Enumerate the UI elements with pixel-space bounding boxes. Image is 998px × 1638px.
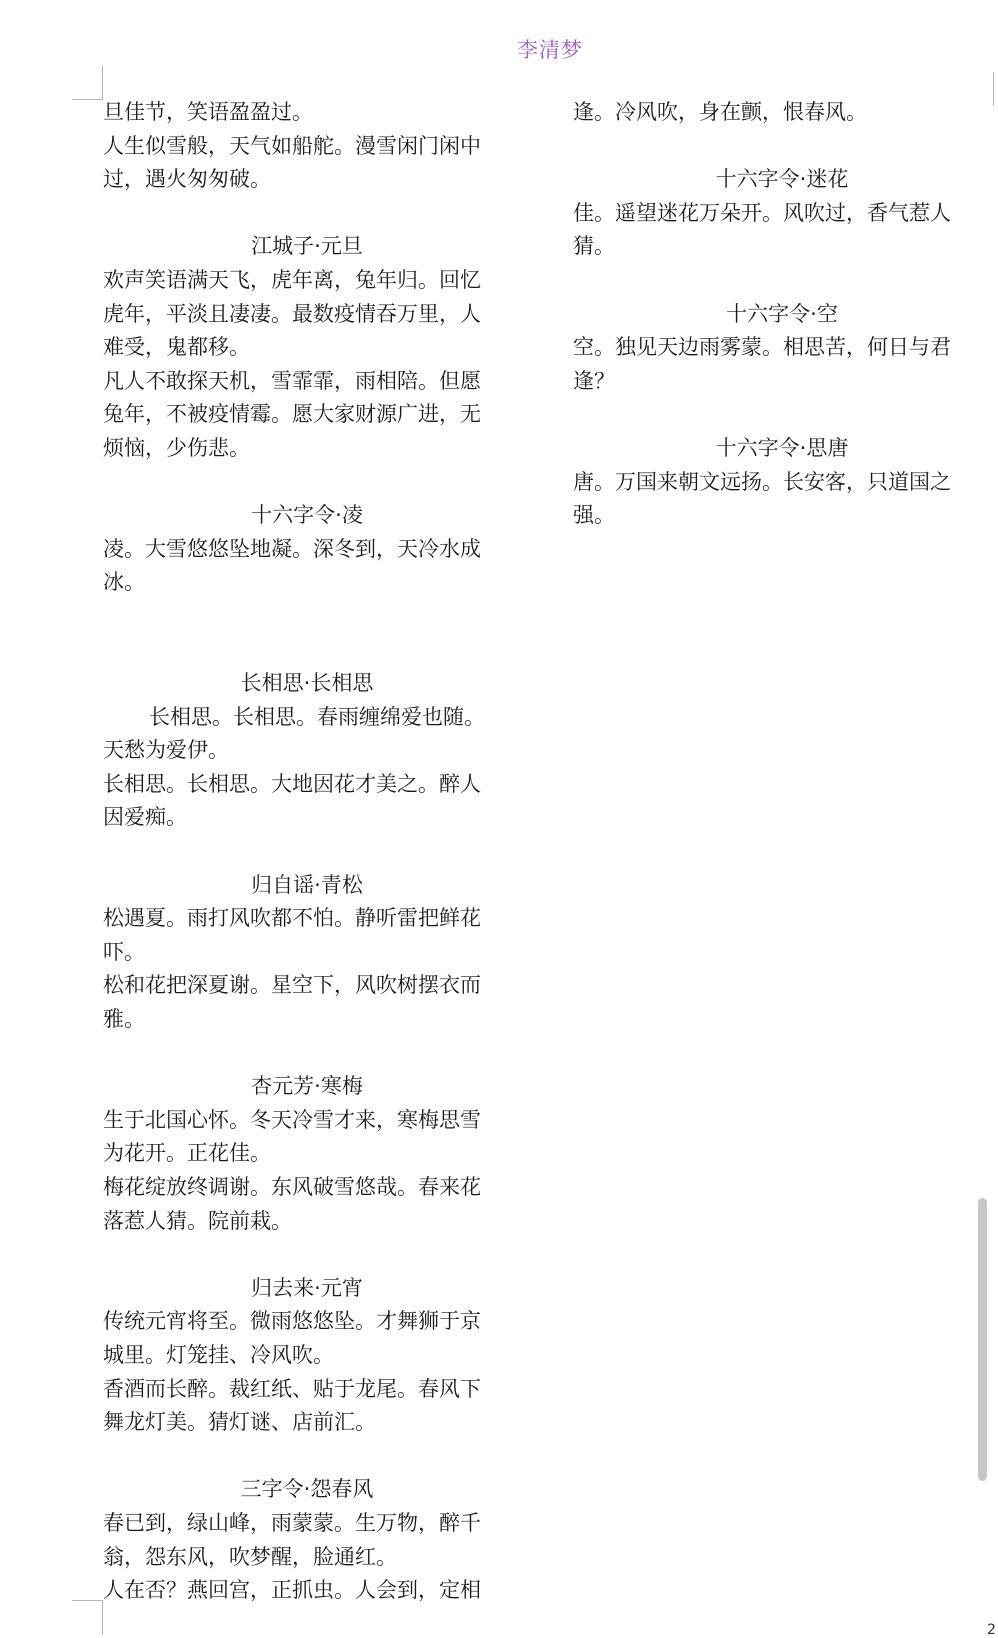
blank-line <box>573 264 991 298</box>
blank-line <box>103 835 511 869</box>
poem-line: 逢？ <box>573 368 615 393</box>
poem-line: 松遇夏。雨打风吹都不怕。静听雷把鲜花 <box>103 906 481 931</box>
poem-line: 人在否？燕回宫，正抓虫。人会到，定相 <box>103 1578 481 1603</box>
poem-line: 唐。万国来朝文远扬。长安客，只道国之 <box>573 469 951 494</box>
left-text-column <box>103 96 511 1608</box>
document-author-header: 李清梦 <box>517 38 583 62</box>
poem-line: 香酒而长醉。裁红纸、贴于龙尾。春风下 <box>103 1376 481 1401</box>
poem-line: 猜。 <box>573 234 615 259</box>
poem-line: 人生似雪般，天气如船舵。漫雪闲门闲中 <box>103 133 481 158</box>
blank-line <box>103 600 511 634</box>
poem-line: 兔年，不被疫情霉。愿大家财源广进，无 <box>103 402 481 427</box>
crop-mark-right-vertical <box>993 72 994 106</box>
poem-line: 虎年，平淡且凄凄。最数疫情吞万里，人 <box>103 301 481 326</box>
poem-title: 归自谣·青松 <box>251 872 363 897</box>
blank-line <box>103 1238 511 1272</box>
blank-line <box>103 1440 511 1474</box>
crop-mark-bottom-horizontal <box>72 1600 103 1601</box>
crop-mark-top-horizontal <box>72 99 103 100</box>
poem-line: 逢。冷风吹，身在颤，恨春风。 <box>573 100 867 124</box>
blank-line <box>103 634 511 668</box>
poem-title: 江城子·元旦 <box>251 234 363 259</box>
blank-line <box>573 398 991 432</box>
blank-line <box>103 197 511 231</box>
poem-title: 十六字令·迷花 <box>715 167 849 192</box>
poem-line: 落惹人猜。院前栽。 <box>103 1208 292 1233</box>
poem-line: 生于北国心怀。冬天冷雪才来，寒梅思雪 <box>103 1107 481 1132</box>
poem-title: 十六字令·思唐 <box>715 435 849 460</box>
poem-title: 十六字令·空 <box>726 301 838 326</box>
poem-line: 欢声笑语满天飞，虎年离，兔年归。回忆 <box>103 267 481 292</box>
poem-line: 春已到，绿山峰，雨蒙蒙。生万物，醉千 <box>103 1510 481 1535</box>
crop-mark-top-vertical <box>102 66 103 100</box>
poem-line: 松和花把深夏谢。星空下，风吹树摆衣而 <box>103 973 481 998</box>
poem-line: 传统元宵将至。微雨悠悠坠。才舞狮于京 <box>103 1309 481 1334</box>
right-text-column <box>573 96 991 533</box>
poem-title: 长相思·长相思 <box>240 671 374 696</box>
poem-line: 为花开。正花佳。 <box>103 1141 271 1166</box>
poem-title: 杏元芳·寒梅 <box>251 1074 363 1099</box>
poem-line: 强。 <box>573 503 615 528</box>
poem-line: 长相思。长相思。春雨缠绵爱也随。 <box>149 704 485 729</box>
poem-line: 梅花绽放终调谢。东风破雪悠哉。春来花 <box>103 1175 481 1199</box>
poem-line: 雅。 <box>103 1007 145 1032</box>
poem-line: 翁，怨东风，吹梦醒，脸通红。 <box>103 1544 397 1569</box>
poem-line: 天愁为爱伊。 <box>103 738 229 763</box>
poem-line: 烦恼，少伤悲。 <box>103 435 250 460</box>
poem-line: 冰。 <box>103 570 145 595</box>
blank-line <box>103 1037 511 1071</box>
poem-title: 归去来·元宵 <box>251 1275 363 1300</box>
poem-line: 吓。 <box>103 939 145 964</box>
page-number: 2 <box>987 1622 996 1638</box>
poem-line: 城里。灯笼挂、冷风吹。 <box>103 1342 334 1367</box>
poem-line: 旦佳节，笑语盈盈过。 <box>103 100 313 124</box>
poem-line: 长相思。长相思。大地因花才美之。醉人 <box>103 771 481 796</box>
blank-line <box>103 466 511 500</box>
poem-line: 难受，鬼都移。 <box>103 335 250 360</box>
poem-line: 因爱痴。 <box>103 805 187 830</box>
poem-line: 空。独见天边雨雾蒙。相思苦，何日与君 <box>573 335 951 360</box>
poem-title: 十六字令·凌 <box>251 503 363 528</box>
poem-line: 凌。大雪悠悠坠地凝。深冬到，天冷水成 <box>103 536 481 561</box>
poem-line: 舞龙灯美。猜灯谜、店前汇。 <box>103 1410 376 1435</box>
poem-title: 三字令·怨春风 <box>240 1477 374 1502</box>
poem-line: 凡人不敢探天机，雪霏霏，雨相陪。但愿 <box>103 368 481 393</box>
poem-line: 过，遇火匆匆破。 <box>103 167 271 192</box>
poem-line: 佳。遥望迷花万朵开。风吹过，香气惹人 <box>573 200 951 225</box>
vertical-scrollbar-thumb[interactable] <box>978 1198 987 1481</box>
blank-line <box>573 130 991 164</box>
